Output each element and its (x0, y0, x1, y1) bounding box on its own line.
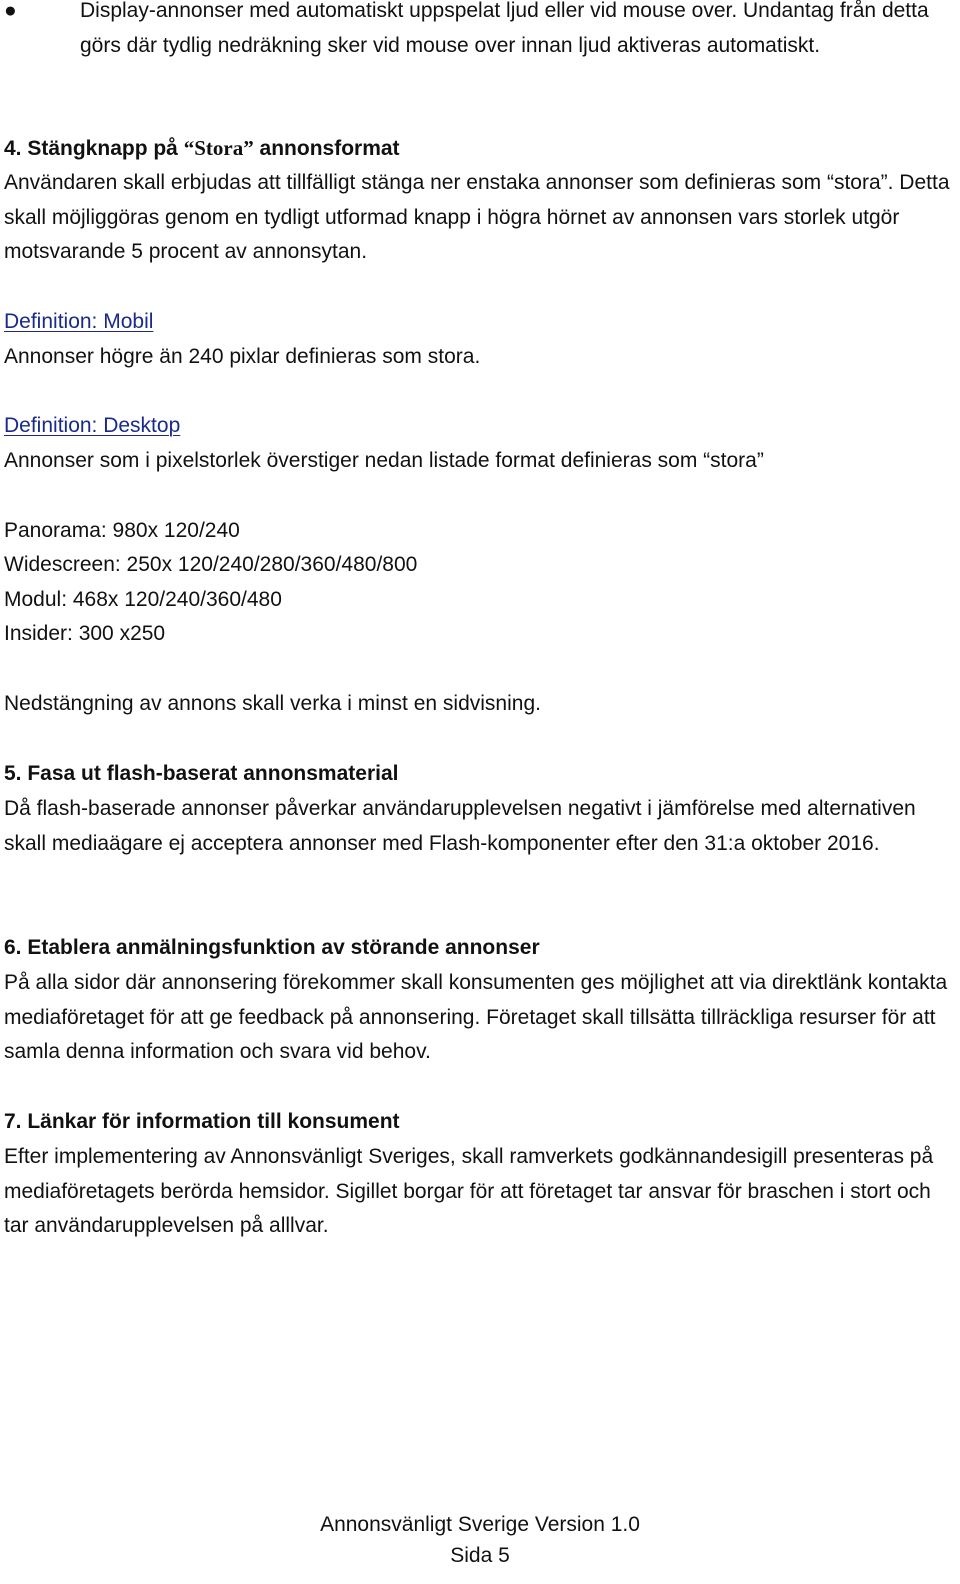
format-item: Modul: 468x 120/240/360/480 (4, 588, 282, 611)
section-4-closing-note: Nedstängning av annons skall verka i minst en sidvisning. (4, 692, 541, 715)
format-item: Widescreen: 250x 120/240/280/360/480/800 (4, 553, 418, 576)
format-item: Insider: 300 x250 (4, 622, 166, 645)
bullet-item (4, 0, 954, 98)
section-7-heading: 7. Länkar för information till konsument (4, 1110, 400, 1133)
section-4-paragraph: Användaren skall erbjudas att tillfälligt stänga ner enstaka annonser som definieras som “stora”. Detta skall möjliggöras genom en tydligt utformad knapp i högra hörnet av annonsen vars storlek utgör motsvarande 5 procent av annonsytan. (4, 171, 950, 263)
definition-mobile-label: Definition: Mobil (4, 310, 154, 333)
bullet-text: Display-annonser med automatiskt uppspelat ljud eller vid mouse over. Undantag från detta görs där tydlig nedräkning sker vid mouse over innan ljud aktiveras automatiskt. (80, 0, 929, 57)
section-4-heading: 4. Stängknapp på “Stora” annonsformat (4, 136, 400, 160)
footer-page-number: Sida 5 (450, 1544, 510, 1567)
footer-version: Annonsvänligt Sverige Version 1.0 (320, 1513, 640, 1536)
definition-mobile-text: Annonser högre än 240 pixlar definieras som stora. (4, 345, 481, 368)
section-6-heading: 6. Etablera anmälningsfunktion av störande annonser (4, 936, 540, 959)
bullet-icon: ● (4, 0, 17, 22)
section-5-paragraph: Då flash-baserade annonser påverkar användarupplevelsen negativt i jämförelse med alternativen skall mediaägare ej acceptera annonser med Flash-komponenter efter den 31:a oktober 2016. (4, 797, 916, 855)
definition-desktop-label: Definition: Desktop (4, 414, 181, 437)
format-item: Panorama: 980x 120/240 (4, 519, 240, 542)
definition-desktop-text: Annonser som i pixelstorlek överstiger nedan listade format definieras som “stora” (4, 449, 764, 472)
section-6-paragraph: På alla sidor där annonsering förekommer skall konsumenten ges möjlighet att via direktlänk kontakta mediaföretaget för att ge feedback på annonsering. Företaget skall tillsätta tillräckliga resurser för att samla denna information och svara vid behov. (4, 971, 948, 1063)
section-5-heading: 5. Fasa ut flash-baserat annonsmaterial (4, 762, 399, 785)
section-4-heading-quoted: “Stora” (183, 136, 254, 160)
section-7-paragraph: Efter implementering av Annonsvänligt Sveriges, skall ramverkets godkännandesigill presenteras på mediaföretagets berörda hemsidor. Sigillet borgar för att företaget tar ansvar för braschen i stort och tar användarupplevelsen på alllvar. (4, 1145, 934, 1237)
